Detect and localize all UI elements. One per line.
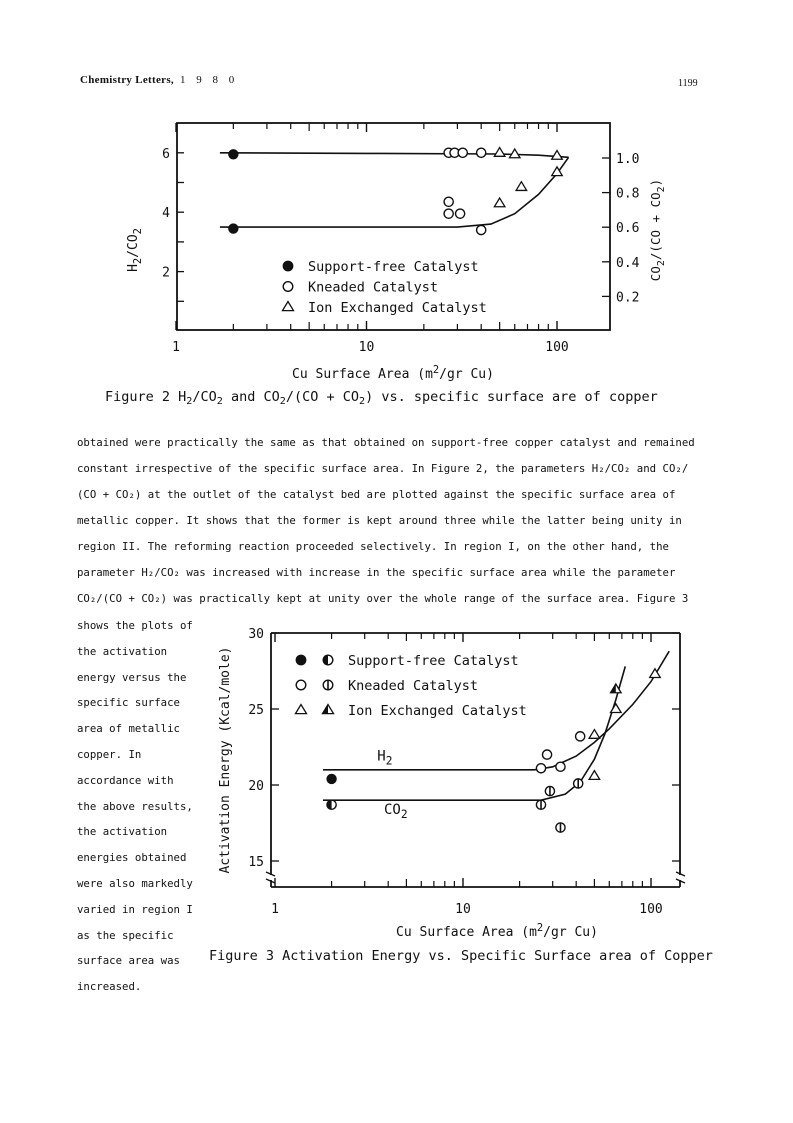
x-tick-label: 100 xyxy=(545,340,569,355)
filled-circle-shape xyxy=(229,224,238,233)
open-circle-shape xyxy=(444,197,453,206)
triangle-outline xyxy=(589,730,600,739)
body-line: CO₂/(CO + CO₂) was practically kept at unity over the whole range of the surface area. Figure 3 xyxy=(77,592,689,605)
filled-circle-shape xyxy=(327,774,336,783)
body-line: parameter H₂/CO₂ was increased with increase in the specific surface area while the parameter xyxy=(77,566,676,579)
y-tick-label: 20 xyxy=(248,779,264,794)
body-line: varied in region I xyxy=(77,902,193,916)
legend-marker xyxy=(296,680,306,690)
legend-label: Kneaded Catalyst xyxy=(308,279,439,296)
open-circle-point xyxy=(444,197,453,206)
triangle-outline xyxy=(589,771,600,780)
x-tick-label: 10 xyxy=(455,902,471,917)
body-line: surface area was xyxy=(77,954,180,968)
x-tick-label: 10 xyxy=(358,340,375,355)
body-line: shows the plots of xyxy=(77,619,193,632)
open-circle-point xyxy=(458,148,467,157)
body-line: the activation xyxy=(77,825,168,839)
y-right-tick-label: 0.2 xyxy=(616,290,640,306)
filled-circle-shape xyxy=(296,655,306,665)
body-line: increased. xyxy=(77,980,142,994)
open-circle-point xyxy=(456,209,465,218)
open-circle-shape xyxy=(456,209,465,218)
body-line: were also markedly xyxy=(77,876,193,890)
y-right-tick-label: 0.8 xyxy=(616,186,640,202)
y-tick-label: 25 xyxy=(248,703,264,718)
open-circle-point xyxy=(542,750,551,759)
y-right-axis-label: $CO_2/(CO + CO_2)$ xyxy=(648,178,667,282)
body-line: metallic copper. It shows that the former is kept around three while the latter being unity in xyxy=(77,514,682,527)
figure-3-chart xyxy=(0,600,793,945)
y-right-tick-label: 0.4 xyxy=(616,255,640,271)
journal-year: 1 9 8 0 xyxy=(179,74,239,86)
open-circle-shape xyxy=(477,225,486,234)
triangle-outline xyxy=(494,148,505,157)
open-triangle-point xyxy=(611,704,622,713)
open-triangle-point xyxy=(509,149,520,158)
open-circle-shape xyxy=(542,750,551,759)
body-line: constant irrespective of the specific surface area. In Figure 2, the parameters H₂/CO₂ and CO₂/ xyxy=(77,462,689,475)
open-circle-point xyxy=(477,148,486,157)
filled-circle-point xyxy=(229,150,238,159)
open-circle-shape xyxy=(296,680,306,690)
y-tick-label: 4 xyxy=(162,206,170,222)
body-text xyxy=(77,430,697,612)
open-circle-shape xyxy=(283,282,293,292)
triangle-outline xyxy=(611,704,622,713)
barred-circle-point xyxy=(574,779,583,788)
y-right-tick-label: 1.0 xyxy=(616,152,640,167)
open-triangle-point xyxy=(494,198,505,207)
triangle-outline xyxy=(282,302,293,311)
triangle-outline xyxy=(494,198,505,207)
open-circle-shape xyxy=(477,148,486,157)
x-tick-label: 1 xyxy=(271,902,279,917)
open-circle-shape xyxy=(536,764,545,773)
legend-label: Support-free Catalyst xyxy=(308,259,479,275)
open-circle-point xyxy=(576,732,585,741)
open-circle-point xyxy=(536,764,545,773)
open-circle-shape xyxy=(576,732,585,741)
curve-label: $H_2$ xyxy=(377,748,393,768)
body-line: accordance with xyxy=(77,773,174,787)
open-circle-point xyxy=(444,209,453,218)
legend-marker xyxy=(283,261,293,271)
body-line: energy versus the xyxy=(77,670,187,684)
filled-circle-point xyxy=(327,774,336,783)
legend-marker xyxy=(283,282,293,292)
y-right-tick-label: 0.6 xyxy=(616,221,640,237)
legend-label: Ion Exchanged Catalyst xyxy=(308,300,487,316)
y-tick-label: 30 xyxy=(248,627,264,642)
open-circle-shape xyxy=(444,209,453,218)
open-triangle-point xyxy=(552,151,563,160)
x-tick-label: 100 xyxy=(639,902,663,917)
open-triangle-point xyxy=(589,730,600,739)
journal-name: Chemistry Letters, xyxy=(80,74,174,86)
triangle-outline xyxy=(295,705,306,714)
barred-circle-point xyxy=(556,823,565,832)
y-axis-label: Activation Energy (Kcal/mole) xyxy=(218,646,233,874)
legend-marker xyxy=(296,655,306,665)
body-line: the above results, xyxy=(77,799,193,813)
body-line: the activation xyxy=(77,644,168,658)
open-circle-shape xyxy=(458,148,467,157)
y-tick-label: 6 xyxy=(162,146,170,162)
figure-2-caption: Figure 2 $H_2/CO_2$ and $CO_2/(CO + CO_2)$ vs. specific surface are of copper xyxy=(105,389,658,407)
body-line: as the specific xyxy=(77,928,174,942)
y-tick-label: 2 xyxy=(162,265,170,281)
page-number: 1199 xyxy=(678,78,698,89)
x-axis-label: Cu Surface Area ($m^2/gr$ Cu) xyxy=(396,922,598,940)
figure-2-chart xyxy=(0,0,793,420)
body-line: obtained were practically the same as that obtained on support-free copper catalyst and remained xyxy=(77,436,695,449)
body-line: energies obtained xyxy=(77,851,187,865)
open-triangle-point xyxy=(516,182,527,191)
legend-marker xyxy=(295,705,306,714)
filled-circle-shape xyxy=(229,150,238,159)
curve-label: $CO_2$ xyxy=(383,801,408,821)
triangle-outline xyxy=(552,151,563,160)
x-axis-label: Cu Surface Area ($m^2/gr$ Cu) xyxy=(292,364,494,382)
open-circle-shape xyxy=(556,762,565,771)
body-line: area of metallic xyxy=(77,722,180,736)
body-line: specific surface xyxy=(77,696,180,710)
body-line: (CO + CO₂) at the outlet of the catalyst bed are plotted against the specific surface area of xyxy=(77,488,676,501)
open-triangle-point xyxy=(589,771,600,780)
open-circle-point xyxy=(477,225,486,234)
open-circle-point xyxy=(556,762,565,771)
triangle-outline xyxy=(516,182,527,191)
legend-marker xyxy=(322,705,333,714)
body-line: region II. The reforming reaction proceeded selectively. In region I, on the other hand, the xyxy=(77,540,669,553)
legend-marker xyxy=(282,302,293,311)
half-circle-point xyxy=(327,800,336,809)
legend-label: Ion Exchanged Catalyst xyxy=(348,703,527,719)
fit-curve xyxy=(220,157,569,227)
legend-marker xyxy=(323,680,333,690)
y-tick-label: 15 xyxy=(248,855,264,870)
x-tick-label: 1 xyxy=(172,340,180,355)
legend-label: Support-free Catalyst xyxy=(348,653,519,669)
filled-circle-point xyxy=(229,224,238,233)
barred-circle-point xyxy=(545,786,554,795)
legend-marker xyxy=(323,655,333,665)
triangle-outline xyxy=(509,149,520,158)
legend-label: Kneaded Catalyst xyxy=(348,678,479,694)
filled-circle-shape xyxy=(283,261,293,271)
open-triangle-point xyxy=(494,148,505,157)
barred-circle-point xyxy=(536,800,545,809)
figure-3-caption: Figure 3 Activation Energy vs. Specific Surface area of Copper xyxy=(209,948,713,964)
y-axis-label: $H_2/CO_2$ xyxy=(126,228,144,272)
body-line: copper. In xyxy=(77,747,142,761)
